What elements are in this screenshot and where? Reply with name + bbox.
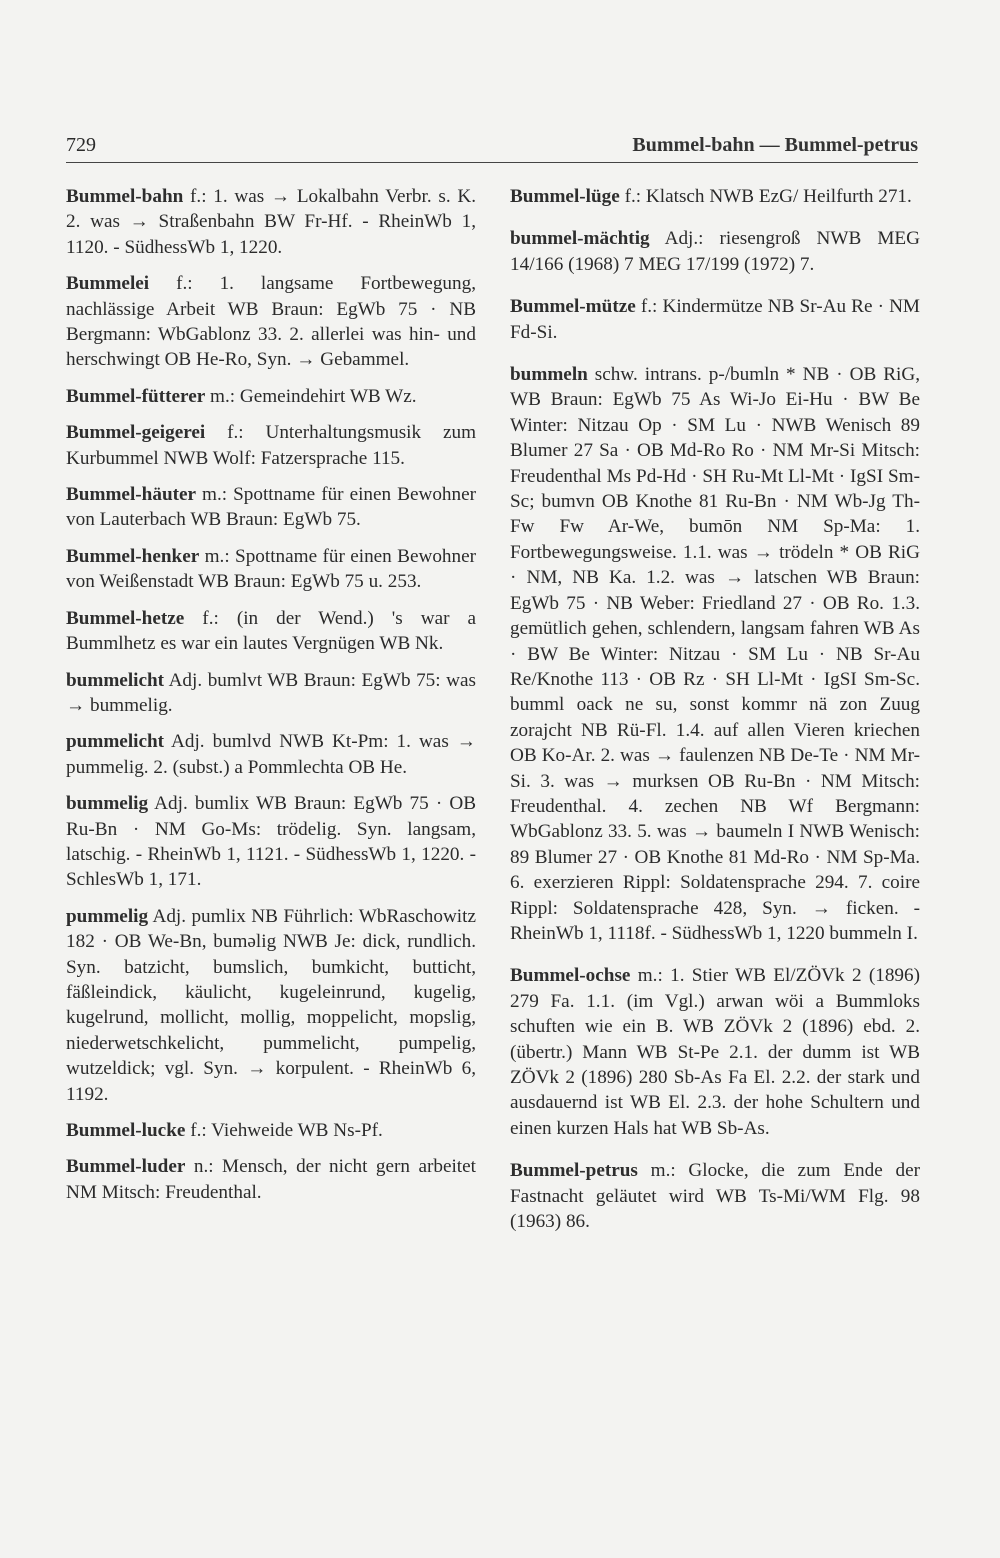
- entry-headword: pummelig: [66, 905, 149, 927]
- entry-definition: schw. intrans. p-/bumln * NB · OB RiG, WB Braun: EgWb 75 As Wi-Jo Ei-Hu · BW Be Winter: Nitzau Op · SM Lu · NWB Wenisch 89 Blumer 27 Sa · OB Md-Ro Ro · NM Mr-Si Mitsch: Freudenthal Ms Pd-Hd · SH Ru-Mt Ll-Mt · IgSI Sm-Sc; bumvn OB Knothe 81 Ru-Bn · NM Wb-Jg Th-Fw Fw Ar-We, bumōn NM Sp-Ma: 1. Fortbewegungsweise. 1.1. was → trödeln * OB RiG · NM, NB Ka. 1.2. was → latschen WB Braun: EgWb 75 · NB Weber: Friedland 27 · OB Ro. 1.3. gemütlich gehen, schlendern, langsam fahren WB As · BW Be Winter: Nitzau · SM Lu · NB Sr-Au Re/Knothe 113 · OB Rz · SH Ll-Mt · IgSI Sm-Sc. bumml oack ne su, sonst kommr nä zon Zuug zorajcht NB Rü-Fl. 1.4. auf allen Vieren kriechen OB Ko-Ar. 2. was → faulenzen NB De-Te · NM Mr-Si. 3. was → murksen OB Ru-Bn · NM Mitsch: Freudenthal. 4. zechen NB Wf Bergmann: WbGablonz 33. 5. was → baumeln I NWB Wenisch: 89 Blumer 27 · OB Knothe 81 Md-Ro · NM Sp-Ma. 6. exerzieren Rippl: Soldatensprache 294. 7. coire Rippl: Soldatensprache 428, Syn. → ficken. - RheinWb 1, 1118f. - SüdhessWb 1, 1220 bummeln I.: [510, 364, 920, 944]
- entry-headword: bummelicht: [66, 669, 165, 691]
- dictionary-entry: [66, 1154, 476, 1205]
- dictionary-entry: [66, 482, 476, 533]
- entry-headword: bummel-mächtig: [510, 228, 650, 250]
- entry-definition: m.: Spottname für einen Bewohner von Lauterbach WB Braun: EgWb 75.: [66, 484, 476, 531]
- dictionary-entry: [66, 729, 476, 780]
- entry-definition: f.: 1. langsame Fortbewegung, nachlässige Arbeit WB Braun: EgWb 75 · NB Bergmann: WbGablonz 33. 2. allerlei was hin- und herschwingt OB He-Ro, Syn. → Gebammel.: [66, 273, 476, 371]
- entry-definition: Adj. pumlix NB Führlich: WbRaschowitz 182 · OB We-Bn, bumǝlig NWB Je: dick, rundlich. Syn. batzicht, bumslich, bumkicht, butticht, fäßleindick, käulicht, kugeleinrund, kugelig, kugelrund, mollicht, mollig, moppelicht, mopslig, niederwetschkelicht, pummelicht, pumpelig, wutzeldick; vgl. Syn. → korpulent. - RheinWb 6, 1192.: [66, 905, 476, 1105]
- running-head: Bummel-bahn — Bummel-petrus: [632, 134, 918, 156]
- entry-headword: Bummel-luder: [66, 1156, 186, 1178]
- entry-headword: bummeln: [510, 364, 588, 386]
- entry-headword: Bummel-lüge: [510, 186, 620, 207]
- dictionary-entry: [66, 904, 476, 1107]
- entry-definition: m.: 1. Stier WB El/ZÖVk 2 (1896) 279 Fa. 1.1. (im Vgl.) arwan wöi a Bummloks schuften wie ein B. WB ZÖVk 2 (1896) ebd. 2. (übertr.) Mann WB St-Pe 2.1. der dumm ist WB ZÖVk 2 (1896) 280 Sb-As Fa El. 2.2. der stark und ausdauernd ist WB El. 2.3. der hohe Schultern und einen kurzen Hals hat WB Sb-As.: [510, 965, 920, 1139]
- page-number: 729: [66, 134, 96, 156]
- entry-definition: Adj. bumlvt WB Braun: EgWb 75: was → bummelig.: [66, 669, 476, 716]
- entry-headword: Bummel-henker: [66, 545, 200, 567]
- entry-headword: Bummelei: [66, 273, 150, 295]
- entry-definition: f.: Viehweide WB Ns-Pf.: [185, 1120, 383, 1141]
- entry-definition: n.: Mensch, der nicht gern arbeitet NM Mitsch: Freudenthal.: [66, 1156, 476, 1203]
- entry-headword: Bummel-häuter: [66, 484, 197, 506]
- dictionary-entry: [510, 226, 920, 277]
- entry-headword: Bummel-petrus: [510, 1160, 638, 1182]
- entry-headword: Bummel-geigerei: [66, 422, 206, 444]
- dictionary-entry: [510, 294, 920, 345]
- dictionary-entry: [66, 1118, 476, 1143]
- entry-definition: m.: Spottname für einen Bewohner von Weißenstadt WB Braun: EgWb 75 u. 253.: [66, 545, 476, 593]
- dictionary-entry: [66, 420, 476, 471]
- dictionary-entry: [66, 271, 476, 373]
- dictionary-entry: [66, 544, 476, 595]
- entry-definition: f.: Klatsch NWB EzG/ Heilfurth 271.: [619, 186, 912, 207]
- entry-headword: bummelig: [66, 793, 149, 815]
- entry-definition: f.: Kindermütze NB Sr-Au Re · NM Fd-Si.: [510, 296, 920, 343]
- entry-definition: m.: Glocke, die zum Ende der Fastnacht geläutet wird WB Ts-Mi/WM Flg. 98 (1963) 86.: [510, 1160, 920, 1233]
- entry-definition: Adj. bumlvd NWB Kt-Pm: 1. was → pummelig. 2. (subst.) a Pommlechta OB He.: [66, 731, 476, 778]
- entry-definition: f.: 1. was → Lokalbahn Verbr. s. K. 2. was → Straßenbahn BW Fr-Hf. - RheinWb 1, 1120. - SüdhessWb 1, 1220.: [66, 186, 476, 258]
- entry-headword: Bummel-bahn: [66, 186, 184, 207]
- entry-headword: Bummel-hetze: [66, 607, 185, 629]
- dictionary-entry: [66, 606, 476, 657]
- entry-definition: Adj.: riesengroß NWB MEG 14/166 (1968) 7 MEG 17/199 (1972) 7.: [510, 228, 920, 275]
- left-column: [66, 184, 476, 1216]
- dictionary-entry: [66, 384, 476, 409]
- entry-headword: Bummel-ochse: [510, 965, 631, 987]
- entry-headword: Bummel-fütterer: [66, 385, 206, 407]
- entry-headword: Bummel-mütze: [510, 296, 636, 318]
- entry-definition: m.: Gemeindehirt WB Wz.: [205, 385, 417, 407]
- dictionary-entry: [66, 791, 476, 893]
- entry-definition: Adj. bumlix WB Braun: EgWb 75 · OB Ru-Bn · NM Go-Ms: trödelig. Syn. langsam, latschig. - RheinWb 1, 1121. - SüdhessWb 1, 1220. - SchlesWb 1, 171.: [66, 793, 476, 891]
- dictionary-entry: [510, 963, 920, 1141]
- dictionary-entry: [510, 362, 920, 946]
- dictionary-entry: [510, 184, 920, 209]
- right-column: [510, 184, 920, 1251]
- entry-headword: Bummel-lucke: [66, 1120, 186, 1141]
- dictionary-entry: [66, 668, 476, 719]
- entry-headword: pummelicht: [66, 731, 165, 753]
- entry-definition: f.: Unterhaltungsmusik zum Kurbummel NWB Wolf: Fatzersprache 115.: [66, 422, 476, 469]
- entry-definition: f.: (in der Wend.) 's war a Bummlhetz es war ein lautes Vergnügen WB Nk.: [66, 607, 476, 655]
- dictionary-entry: [510, 1158, 920, 1234]
- dictionary-entry: [66, 184, 476, 260]
- page-header: [66, 130, 918, 163]
